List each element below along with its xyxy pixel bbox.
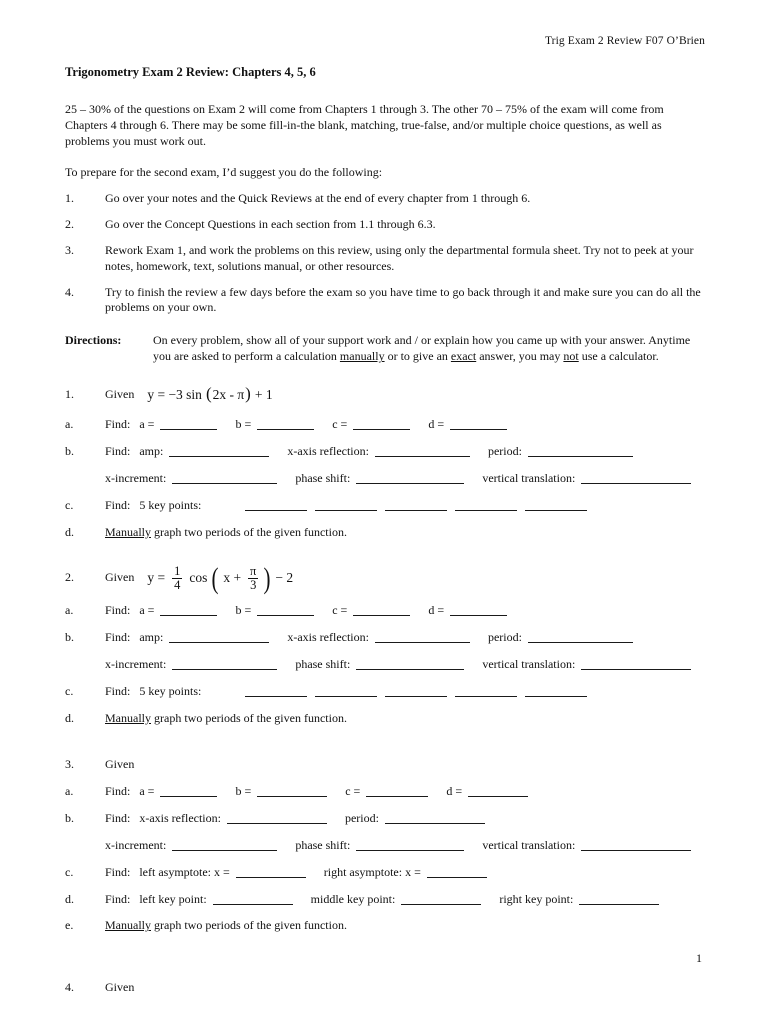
answer-blank [385, 811, 485, 824]
fraction-numerator: 1 [174, 563, 181, 578]
formula-part: x + [223, 570, 242, 586]
field-label: left key point: [139, 891, 207, 906]
step-number: 1. [65, 190, 74, 205]
formula-part: − 2 [275, 570, 294, 586]
q2-formula [144, 561, 296, 595]
step-text: Go over your notes and the Quick Reviews at the end of every chapter from 1 through 6. [105, 190, 531, 205]
item-letter: d. [65, 710, 74, 725]
field-label: vertical translation: [482, 656, 576, 671]
q1-formula [144, 383, 275, 406]
find-label: Find: [105, 416, 131, 431]
question-1 [65, 383, 705, 540]
document-title: Trigonometry Exam 2 Review: Chapters 4, 5, 6 [65, 65, 316, 80]
q1-row-b [65, 444, 705, 460]
field-label: x-axis reflection: [287, 629, 369, 644]
answer-blank [257, 784, 327, 797]
field-label: right asymptote: x = [323, 864, 421, 879]
answer-blank [353, 603, 410, 616]
answer-blank [169, 444, 269, 457]
step-number: 4. [65, 284, 74, 299]
find-label: Find: [105, 864, 131, 879]
answer-blank [353, 417, 410, 430]
answer-blank [427, 865, 487, 878]
q1-row-b2 [65, 471, 705, 487]
field-label: c = [332, 416, 348, 431]
step-number: 3. [65, 242, 74, 257]
close-paren: ) [245, 384, 251, 404]
prep-step-4 [65, 285, 705, 317]
field-label: right key point: [499, 891, 574, 906]
answer-blank [528, 444, 633, 457]
formula-part: 2x - π [212, 386, 245, 402]
answer-blank [455, 498, 517, 511]
field-label: a = [139, 783, 155, 798]
field-label: period: [487, 443, 522, 458]
answer-blank [356, 838, 464, 851]
step-text: Go over the Concept Questions in each section from 1.1 through 6.3. [105, 216, 436, 231]
item-letter: a. [65, 783, 74, 798]
answer-blank [528, 630, 633, 643]
item-letter: d. [65, 524, 74, 539]
q3-row-e [65, 918, 705, 934]
find-label: Find: [105, 891, 131, 906]
answer-blank [315, 684, 377, 697]
find-label: Find: [105, 443, 131, 458]
find-label: Find: [105, 810, 131, 825]
formula-part: + 1 [254, 386, 273, 402]
directions-underlined-word: not [563, 349, 579, 364]
q2-row-c [65, 684, 705, 700]
answer-blank [450, 603, 507, 616]
q1-row-d [65, 525, 705, 541]
answer-blank [213, 892, 293, 905]
given-label: Given [105, 756, 135, 771]
field-label: x-axis reflection: [139, 810, 221, 825]
header-right: Trig Exam 2 Review F07 O’Brien [544, 35, 705, 47]
intro-paragraph: 25 – 30% of the questions on Exam 2 will come from Chapters 1 through 3. The other 70 – 75% of the exam will come from Chapters 4 through 6. There may be some fill-in-the blank, matching, true-false, and/or multiple choice questions, as well as problems you must work out. [65, 101, 664, 148]
field-label: b = [235, 416, 252, 431]
answer-blank [315, 498, 377, 511]
answer-blank [525, 684, 587, 697]
field-label: phase shift: [295, 656, 351, 671]
field-label: phase shift: [295, 470, 351, 485]
q2-row-b [65, 630, 705, 646]
item-letter: d. [65, 891, 74, 906]
directions-label: Directions: [65, 333, 122, 348]
graph-instruction: graph two periods of the given function. [151, 524, 347, 539]
answer-blank [525, 498, 587, 511]
formula-part: y = −3 sin [147, 386, 202, 402]
answer-blank [245, 498, 307, 511]
field-label: left asymptote: x = [139, 864, 230, 879]
answer-blank [401, 892, 481, 905]
fraction-denominator: 3 [250, 577, 257, 592]
item-letter: c. [65, 864, 74, 879]
find-label: Find: [105, 629, 131, 644]
answer-blank [579, 892, 659, 905]
find-label: Find: [105, 602, 131, 617]
given-label: Given [105, 386, 135, 401]
question-3 [65, 757, 705, 935]
answer-blank [227, 811, 327, 824]
answer-blank [385, 684, 447, 697]
field-label: 5 key points: [139, 497, 202, 512]
close-paren: ) [263, 561, 271, 595]
step-text: Rework Exam 1, and work the problems on this review, using only the departmental formula sheet. Try not to peek at your notes, homework, text, solutions manual, or other resources. [105, 242, 694, 273]
field-label: c = [332, 602, 348, 617]
answer-blank [236, 865, 306, 878]
find-label: Find: [105, 783, 131, 798]
step-number: 2. [65, 216, 74, 231]
answer-blank [172, 471, 277, 484]
answer-blank [257, 603, 314, 616]
field-label: b = [235, 783, 252, 798]
item-letter: a. [65, 416, 74, 431]
question-2 [65, 561, 705, 727]
find-label: Find: [105, 683, 131, 698]
prep-step-3 [65, 243, 705, 275]
directions-text-part: On every problem, show all of your support work and / or explain how you came up with your answer. Anytime you are asked to perform a calculation [153, 333, 691, 364]
answer-blank [245, 684, 307, 697]
q1-row-a [65, 417, 705, 433]
field-label: c = [345, 783, 361, 798]
item-letter: b. [65, 443, 74, 458]
answer-blank [172, 838, 277, 851]
answer-blank [581, 657, 691, 670]
q3-row-c [65, 865, 705, 881]
q2-row-b2 [65, 657, 705, 673]
question-number: 2. [65, 570, 74, 585]
item-letter: c. [65, 683, 74, 698]
field-label: amp: [139, 443, 164, 458]
field-label: vertical translation: [482, 837, 576, 852]
answer-blank [257, 417, 314, 430]
field-label: amp: [139, 629, 164, 644]
directions-text-part: or to give an [384, 349, 451, 364]
question-4 [65, 980, 705, 996]
directions-text-part: answer, you may [476, 349, 564, 364]
answer-blank [468, 784, 528, 797]
field-label: middle key point: [310, 891, 396, 906]
fraction-numerator: π [250, 563, 257, 578]
page-number: 1 [696, 951, 702, 965]
directions-text-part: use a calculator. [578, 349, 659, 364]
field-label: d = [428, 602, 445, 617]
q3-row-b2 [65, 838, 705, 854]
field-label: vertical translation: [482, 470, 576, 485]
answer-blank [356, 657, 464, 670]
answer-blank [581, 471, 691, 484]
answer-blank [450, 417, 507, 430]
q1-row-c [65, 498, 705, 514]
graph-instruction: graph two periods of the given function. [151, 918, 347, 933]
formula-part: cos [189, 570, 208, 586]
field-label: a = [139, 416, 155, 431]
item-letter: b. [65, 810, 74, 825]
field-label: d = [428, 416, 445, 431]
manually-word: Manually [105, 710, 151, 725]
manually-word: Manually [105, 524, 151, 539]
q3-row-b [65, 811, 705, 827]
item-letter: c. [65, 497, 74, 512]
answer-blank [169, 630, 269, 643]
field-label: x-axis reflection: [287, 443, 369, 458]
directions-underlined-word: exact [450, 349, 477, 364]
q2-row-d [65, 711, 705, 727]
field-label: x-increment: [105, 837, 167, 852]
field-label: b = [235, 602, 252, 617]
answer-blank [366, 784, 428, 797]
prep-step-2 [65, 217, 705, 233]
item-letter: b. [65, 629, 74, 644]
q3-row-a [65, 784, 705, 800]
answer-blank [455, 684, 517, 697]
field-label: period: [344, 810, 379, 825]
graph-instruction: graph two periods of the given function. [151, 710, 347, 725]
q3-row-d [65, 892, 705, 908]
answer-blank [356, 471, 464, 484]
question-number: 3. [65, 756, 74, 771]
open-paren: ( [211, 561, 219, 595]
field-label: x-increment: [105, 656, 167, 671]
item-letter: a. [65, 602, 74, 617]
directions-block [65, 333, 705, 365]
fraction [172, 565, 182, 592]
step-text: Try to finish the review a few days before the exam so you have time to go back through it and make sure you can do all the problems on your own. [105, 284, 701, 315]
question-number: 1. [65, 386, 74, 401]
field-label: phase shift: [295, 837, 351, 852]
field-label: period: [487, 629, 522, 644]
question-number: 4. [65, 980, 74, 995]
prep-step-1 [65, 191, 705, 207]
answer-blank [581, 838, 691, 851]
fraction-denominator: 4 [174, 577, 181, 592]
directions-text [153, 333, 701, 365]
find-label: Find: [105, 497, 131, 512]
given-label: Given [105, 980, 135, 995]
answer-blank [172, 657, 277, 670]
given-label: Given [105, 570, 135, 585]
q2-row-a [65, 603, 705, 619]
answer-blank [160, 603, 217, 616]
open-paren: ( [205, 384, 212, 404]
field-label: a = [139, 602, 155, 617]
answer-blank [385, 498, 447, 511]
directions-underlined-word: manually [339, 349, 385, 364]
prepare-intro: To prepare for the second exam, I’d suggest you do the following: [65, 164, 383, 179]
manually-word: Manually [105, 918, 151, 933]
answer-blank [375, 444, 470, 457]
answer-blank [375, 630, 470, 643]
field-label: 5 key points: [139, 683, 202, 698]
answer-blank [160, 784, 217, 797]
fraction [248, 565, 258, 592]
formula-part: y = [147, 570, 166, 586]
item-letter: e. [65, 918, 74, 933]
field-label: d = [446, 783, 463, 798]
answer-blank [160, 417, 217, 430]
field-label: x-increment: [105, 470, 167, 485]
